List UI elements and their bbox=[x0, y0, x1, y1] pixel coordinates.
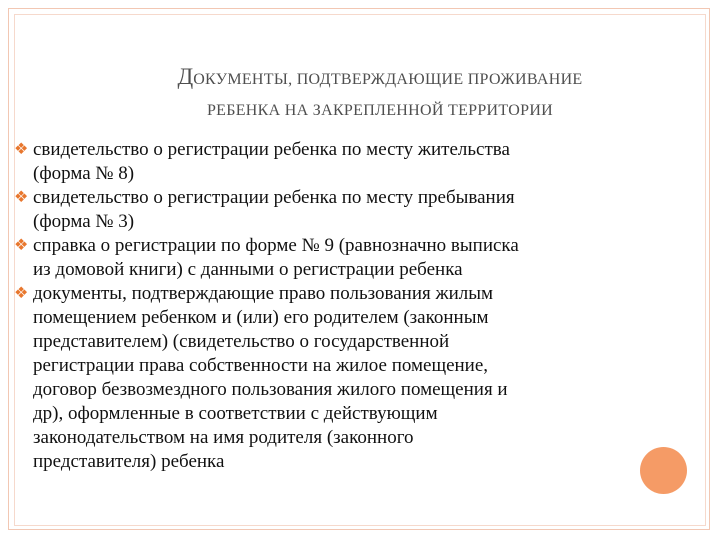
list-item bbox=[6, 186, 696, 234]
list-item-line: представителем) (свидетельство о государственной bbox=[33, 331, 450, 352]
bullet-icon: ❖ bbox=[14, 141, 29, 158]
bullet-icon: ❖ bbox=[14, 285, 29, 302]
list-item-line: регистрации права собственности на жилое помещение, bbox=[33, 355, 489, 376]
list-item-line: договор безвозмездного пользования жилого помещения и bbox=[33, 379, 508, 400]
list-item-line: помещением ребенком и (или) его родителем (законным bbox=[33, 307, 489, 328]
list-item-line: законодательством на имя родителя (законного bbox=[33, 427, 414, 448]
bullet-list bbox=[6, 138, 696, 474]
list-item-line: документы, подтверждающие право пользования жилым bbox=[33, 283, 494, 304]
list-item bbox=[6, 234, 696, 282]
bullet-icon: ❖ bbox=[14, 237, 29, 254]
title-line-1-text: ОКУМЕНТЫ, ПОДТВЕРЖДАЮЩИЕ ПРОЖИВАНИЕ bbox=[193, 71, 583, 88]
list-item-line: (форма № 3) bbox=[33, 211, 135, 232]
list-item-line: (форма № 8) bbox=[33, 163, 135, 184]
list-item bbox=[6, 138, 696, 186]
list-item-line: из домовой книги) с данными о регистрации ребенка bbox=[33, 259, 463, 280]
list-item-line: представителя) ребенка bbox=[33, 451, 225, 472]
slide-title-line-1 bbox=[20, 64, 720, 90]
list-item-line: др), оформленные в соответствии с действующим bbox=[33, 403, 438, 424]
list-item bbox=[6, 282, 696, 474]
list-item-line: справка о регистрации по форме № 9 (равнозначно выписка bbox=[33, 235, 519, 256]
decorative-circle bbox=[640, 447, 687, 494]
title-line-2-text: РЕБЕНКА НА ЗАКРЕПЛЕННОЙ ТЕРРИТОРИИ bbox=[206, 102, 554, 119]
slide-title-line-2 bbox=[20, 102, 720, 120]
bullet-icon: ❖ bbox=[14, 189, 29, 206]
list-item-line: свидетельство о регистрации ребенка по месту пребывания bbox=[33, 187, 515, 208]
list-item-line: свидетельство о регистрации ребенка по месту жительства bbox=[33, 139, 510, 160]
title-initial-cap: Д bbox=[177, 64, 194, 89]
